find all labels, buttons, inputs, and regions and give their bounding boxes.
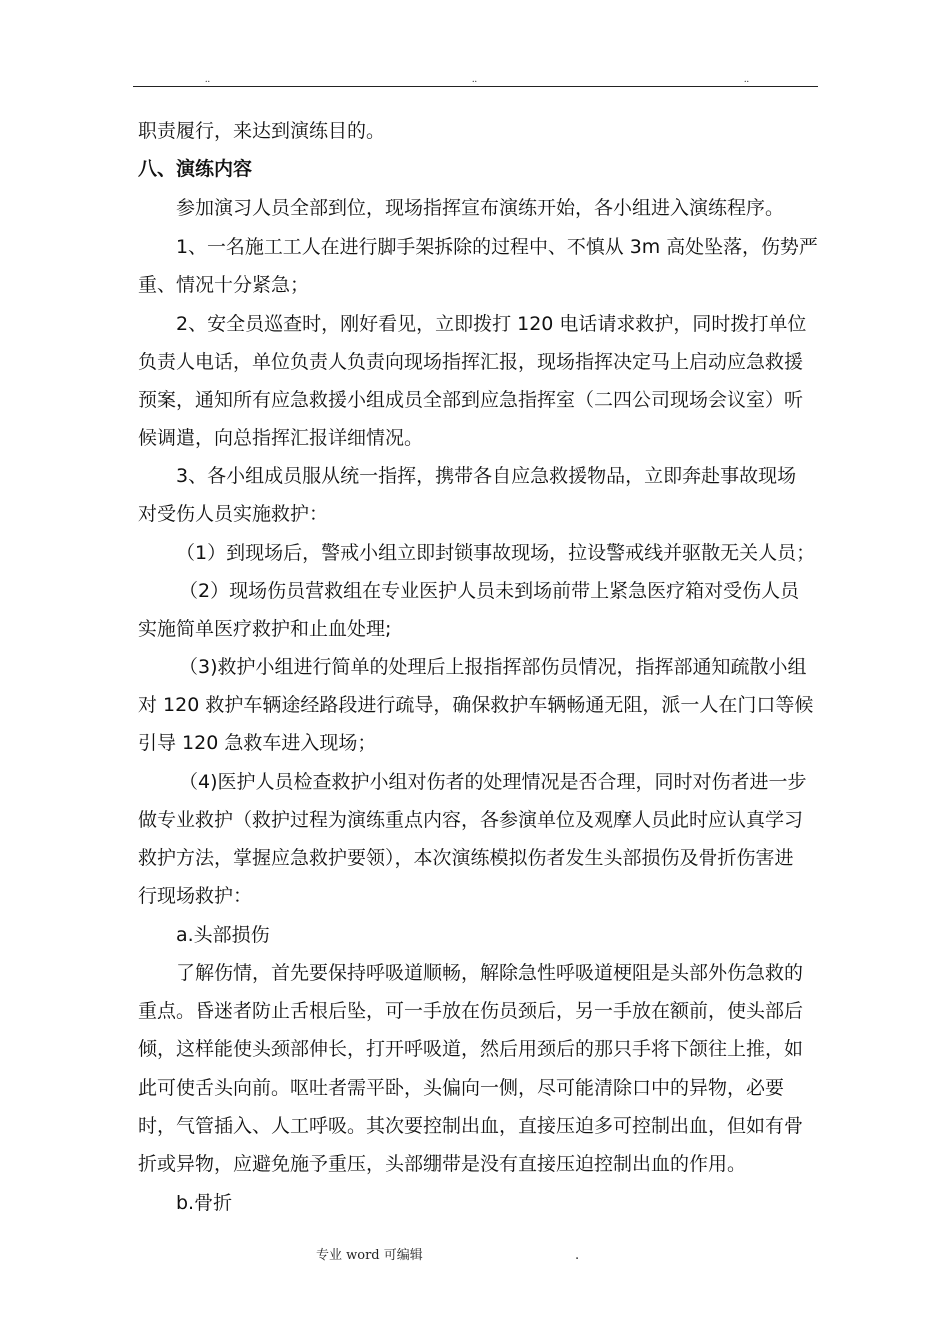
page-footer-mark: . — [575, 1248, 580, 1263]
list-item-line: 实施简单医疗救护和止血处理; — [138, 618, 392, 640]
paragraph-line: 折或异物，应避免施予重压，头部绷带是没有直接压迫控制出血的作用。 — [138, 1153, 747, 1175]
list-item-line: 做专业救护（救护过程为演练重点内容，各参演单位及观摩人员此时应认真学习 — [138, 809, 804, 831]
list-item-line: （4)医护人员检查救护小组对伤者的处理情况是否合理，同时对伤者进一步 — [179, 771, 807, 793]
section-heading: 八、演练内容 — [138, 158, 253, 180]
subheading: a.头部损伤 — [176, 924, 270, 946]
paragraph-line: 重点。昏迷者防止舌根后坠，可一手放在伤员颈后，另一手放在额前，使头部后 — [138, 1000, 804, 1022]
header-mark-right: .. — [744, 74, 749, 85]
list-item-line: 救护方法，掌握应急救护要领），本次演练模拟伤者发生头部损伤及骨折伤害进 — [138, 847, 794, 869]
paragraph-line: 2、安全员巡查时，刚好看见，立即拨打 120 电话请求救护，同时拨打单位 — [176, 313, 807, 335]
paragraph-line: 候调遣，向总指挥汇报详细情况。 — [138, 427, 424, 449]
paragraph-line: 倾，这样能使头颈部伸长，打开呼吸道，然后用颈后的那只手将下颌往上推，如 — [138, 1038, 804, 1060]
paragraph-line: 此可使舌头向前。呕吐者需平卧，头偏向一侧，尽可能清除口中的异物，必要 — [138, 1077, 785, 1099]
list-item-line: 行现场救护： — [138, 885, 253, 907]
header-rule — [133, 86, 818, 87]
paragraph-line: 预案，通知所有应急救援小组成员全部到应急指挥室（二四公司现场会议室）听 — [138, 389, 804, 411]
paragraph-line: 负责人电话，单位负责人负责向现场指挥汇报，现场指挥决定马上启动应急救援 — [138, 351, 804, 373]
paragraph-line: 3、各小组成员服从统一指挥，携带各自应急救援物品，立即奔赴事故现场 — [176, 465, 797, 487]
page-footer-text: 专业 word 可编辑 — [316, 1248, 423, 1263]
page-header — [0, 0, 950, 95]
list-item-line: 引导 120 急救车进入现场； — [138, 732, 377, 754]
list-item-line: （2）现场伤员营救组在专业医护人员未到场前带上紧急医疗箱对受伤人员 — [179, 580, 800, 602]
paragraph-line: 重、情况十分紧急； — [138, 274, 310, 296]
subheading: b.骨折 — [176, 1192, 233, 1214]
paragraph-line: 对受伤人员实施救护： — [138, 503, 329, 525]
header-mark-center: .. — [472, 74, 477, 85]
list-item-line: （1）到现场后，警戒小组立即封锁事故现场，拉设警戒线并驱散无关人员； — [176, 542, 816, 564]
paragraph-line: 时，气管插入、人工呼吸。其次要控制出血，直接压迫多可控制出血，但如有骨 — [138, 1115, 804, 1137]
list-item-line: 对 120 救护车辆途经路段进行疏导，确保救护车辆畅通无阻，派一人在门口等候 — [138, 694, 814, 716]
paragraph-line: 职责履行，来达到演练目的。 — [138, 120, 386, 142]
list-item-line: （3)救护小组进行简单的处理后上报指挥部伤员情况，指挥部通知疏散小组 — [179, 656, 807, 678]
header-mark-left: .. — [205, 74, 210, 85]
paragraph-line: 1、一名施工工人在进行脚手架拆除的过程中、不慎从 3m 高处坠落，伤势严 — [176, 236, 818, 258]
paragraph-line: 了解伤情，首先要保持呼吸道顺畅，解除急性呼吸道梗阻是头部外伤急救的 — [176, 962, 804, 984]
paragraph-line: 参加演习人员全部到位，现场指挥宣布演练开始，各小组进入演练程序。 — [176, 197, 785, 219]
